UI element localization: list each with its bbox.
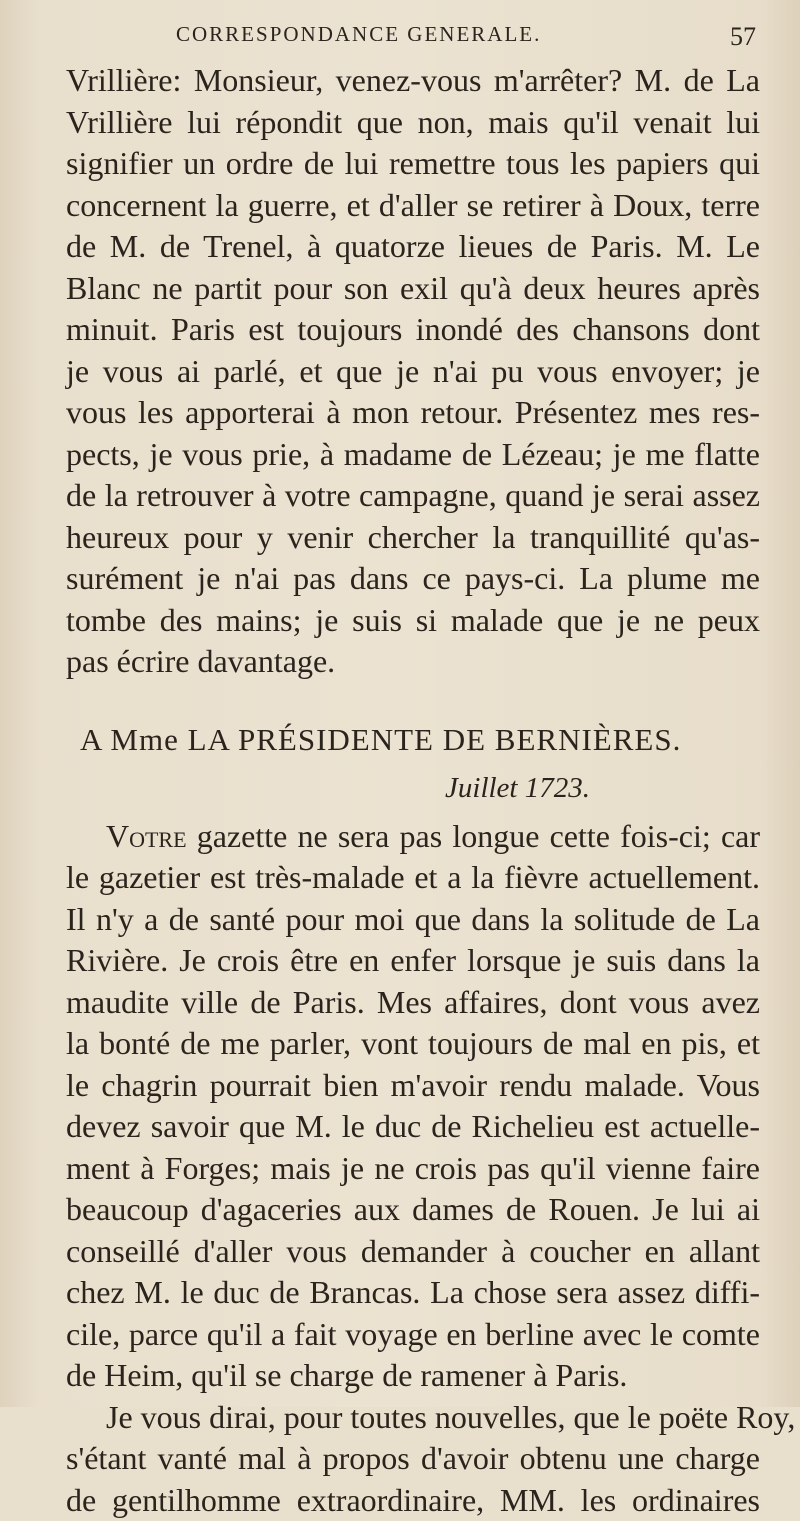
page-number: 57 [730,22,756,52]
letter-paragraph [66,1397,760,1521]
text-line: signifier un ordre de lui remettre tous les papiers qui [66,143,760,185]
text-line: beaucoup d'agaceries aux dames de Rouen. Je lui ai [66,1189,760,1231]
letter-paragraph [66,816,760,1397]
text-line: je vous ai parlé, et que je n'ai pu vous envoyer; je [66,351,760,393]
text-line: concernent la guerre, et d'aller se retirer à Doux, terre [66,185,760,227]
text-line: s'étant vanté mal à propos d'avoir obtenu une charge [66,1438,760,1480]
text-line: devez savoir que M. le duc de Richelieu est actuelle- [66,1106,760,1148]
text-line: maudite ville de Paris. Mes affaires, dont vous avez [66,982,760,1024]
text-line-first [66,816,760,858]
text-line: le gazetier est très-malade et a la fièvre actuellement. [66,857,760,899]
text-line: cile, parce qu'il a fait voyage en berline avec le comte [66,1314,760,1356]
text-line: le chagrin pourrait bien m'avoir rendu malade. Vous [66,1065,760,1107]
running-head-title: CORRESPONDANCE GENERALE. [176,22,541,47]
text-line: Blanc ne partit pour son exil qu'à deux heures après [66,268,760,310]
text-line: ment à Forges; mais je ne crois pas qu'il vienne faire [66,1148,760,1190]
opening-word: Votre [106,818,187,854]
text-line: heureux pour y venir chercher la tranquillité qu'as- [66,517,760,559]
text-line: minuit. Paris est toujours inondé des chansons dont [66,309,760,351]
text-line: pects, je vous prie, à madame de Lézeau; je me flatte [66,434,760,476]
text-line: la bonté de me parler, vont toujours de mal en pis, et [66,1023,760,1065]
letter-date: Juillet 1723. [66,768,760,810]
text-line: de gentilhomme extraordinaire, MM. les ordinaires [66,1480,760,1521]
text-line: de la retrouver à votre campagne, quand je serai assez [66,475,760,517]
opening-line-rest: gazette ne sera pas longue cette fois-ci; car [187,818,760,854]
text-line: de Heim, qu'il se charge de ramener à Paris. [66,1355,760,1397]
letter-heading: A Mme LA PRÉSIDENTE DE BERNIÈRES. [80,719,760,761]
paragraph-continuation [66,60,760,683]
text-line: chez M. le duc de Brancas. La chose sera assez diffi- [66,1272,760,1314]
running-head [66,22,760,60]
text-line: conseillé d'aller vous demander à coucher en allant [66,1231,760,1273]
text-line: de M. de Trenel, à quatorze lieues de Paris. M. Le [66,226,760,268]
text-line: Il n'y a de santé pour moi que dans la solitude de La [66,899,760,941]
body-text [66,60,760,1521]
text-line: pas écrire davantage. [66,641,760,683]
text-line: vous les apporterai à mon retour. Présentez mes res- [66,392,760,434]
text-line: tombe des mains; je suis si malade que je ne peux [66,600,760,642]
text-line: Vrillière: Monsieur, venez-vous m'arrêter? M. de La [66,60,760,102]
text-line: Je vous dirai, pour toutes nouvelles, que le poëte Roy, [66,1397,760,1439]
text-line: Rivière. Je crois être en enfer lorsque je suis dans la [66,940,760,982]
text-line: Vrillière lui répondit que non, mais qu'il venait lui [66,102,760,144]
text-line: surément je n'ai pas dans ce pays-ci. La plume me [66,558,760,600]
